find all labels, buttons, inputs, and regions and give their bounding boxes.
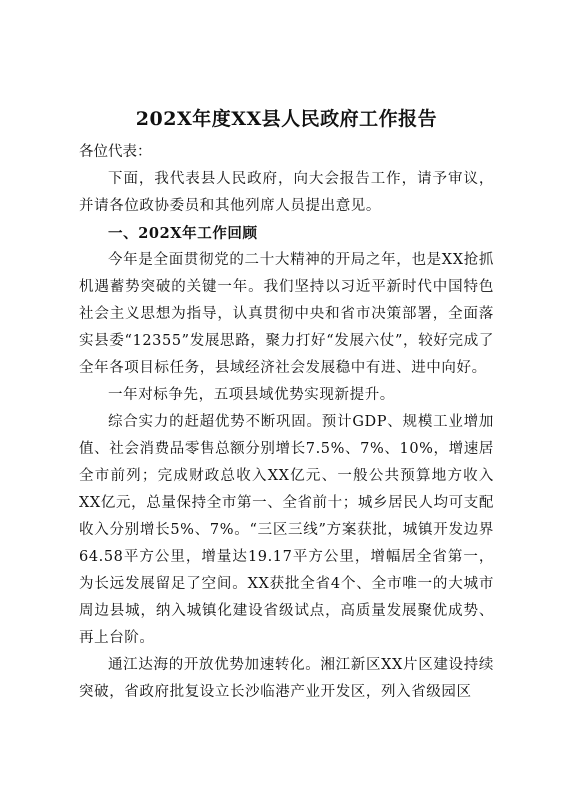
- salutation: 各位代表：: [79, 144, 152, 160]
- body-paragraph: 综合实力的赶超优势不断巩固。预计GDP、规模工业增加值、社会消费品零售总额分别增长7.5%、7%、10%，增速居全市前列；完成财政总收入XX亿元、一般公共预算地方收入XX亿元，总量保持全市第一、全省前十；城乡居民人均可支配收入分别增长5%、7%。“三区三线”方案获批，城镇开发边界64.58平方公里，增量达19.17平方公里，增幅居全省第一，为长远发展留足了空间。XX获批全省4个、全市唯一的大城市周边县城，纳入城镇化建设省级试点，高质量发展聚优成势、再上台阶。: [79, 414, 494, 646]
- body-paragraph: 一年对标争先，五项县域优势实现新提升。: [108, 387, 395, 403]
- intro-paragraph: 下面，我代表县人民政府，向大会报告工作，请予审议，并请各位政协委员和其他列席人员提出意见。: [79, 171, 494, 214]
- section-heading: 一、202X年工作回顾: [108, 225, 258, 242]
- body-paragraph: 今年是全面贯彻党的二十大精神的开局之年，也是XX抢抓机遇蓄势突破的关键一年。我们坚持以习近平新时代中国特色社会主义思想为指导，认真贯彻中央和省市决策部署，全面落实县委“12355”发展思路，聚力打好“发展六仗”，较好完成了全年各项目标任务，县域经济社会发展稳中有进、进中向好。: [79, 252, 494, 376]
- body-paragraph: 通江达海的开放优势加速转化。湘江新区XX片区建设持续突破，省政府批复设立长沙临港产业开发区，列入省级园区: [79, 657, 494, 700]
- document-title: 202X年度XX县人民政府工作报告: [135, 108, 438, 130]
